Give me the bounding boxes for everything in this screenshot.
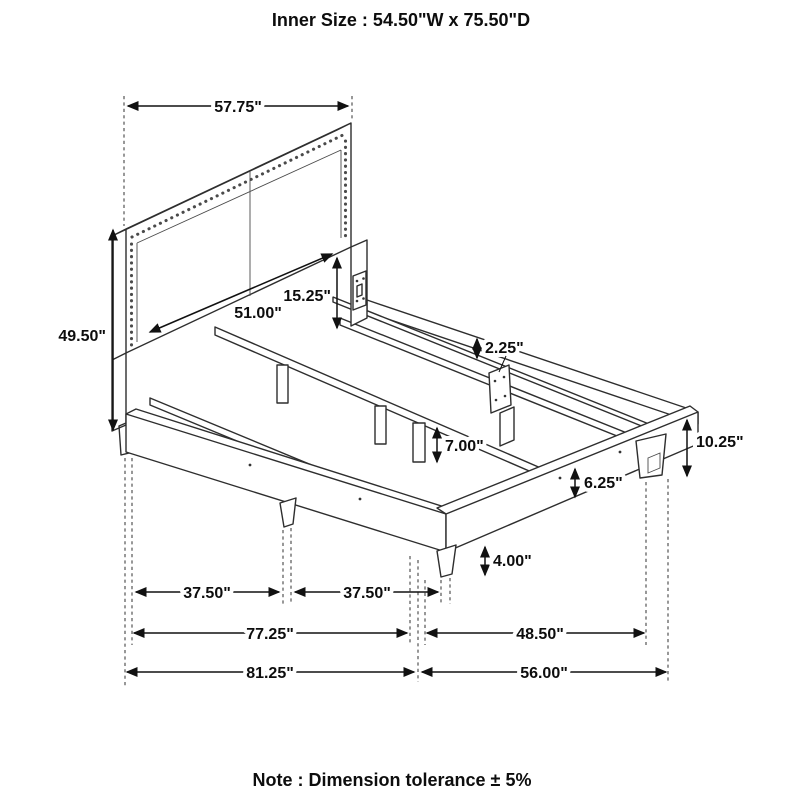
tolerance-note: Note : Dimension tolerance ± 5% <box>252 770 532 790</box>
front-corner-leg <box>437 545 456 577</box>
dim-overall-width: 56.00" <box>520 665 568 682</box>
screw-hole <box>359 498 362 501</box>
dim-headboard-height: 49.50" <box>58 328 106 345</box>
center-support-leg <box>413 423 425 462</box>
dim-foot-rail-height: 6.25" <box>584 475 623 492</box>
dim-support-rail-drop: 2.25" <box>485 340 524 357</box>
dim-center-leg-height: 7.00" <box>445 438 484 455</box>
headboard-bracket <box>353 271 366 310</box>
bed-drawing <box>112 123 698 577</box>
foot-rail <box>437 406 698 552</box>
side-rail <box>126 409 454 552</box>
dim-overall-depth: 81.25" <box>246 665 294 682</box>
dim-headboard-width: 57.75" <box>214 99 262 116</box>
center-support-leg <box>375 406 386 444</box>
rail-bracket <box>489 365 514 446</box>
bracket-rivet <box>356 300 359 303</box>
dim-head-to-corner-leg: 77.25" <box>246 626 294 643</box>
dim-panel-height: 15.25" <box>283 288 331 305</box>
screw-hole <box>249 464 252 467</box>
bracket-rivet <box>494 380 497 383</box>
bracket-rivet <box>362 297 365 300</box>
bracket-rivet <box>362 277 365 280</box>
page-title: Inner Size : 54.50"W x 75.50"D <box>271 10 531 30</box>
center-support-leg <box>277 365 288 403</box>
bracket-rivet <box>503 376 506 379</box>
bracket-rivet <box>356 280 359 283</box>
mid-side-leg <box>280 498 296 527</box>
dimension-annotations <box>58 99 743 682</box>
screw-hole <box>619 451 622 454</box>
dim-head-to-mid-leg: 37.50" <box>183 585 231 602</box>
dim-corner-leg-height: 4.00" <box>493 553 532 570</box>
dim-footboard-leg-span: 48.50" <box>516 626 564 643</box>
right-side-rail <box>367 300 698 424</box>
dim-footboard-corner-height: 10.25" <box>696 434 744 451</box>
dim-mid-to-corner-leg: 37.50" <box>343 585 391 602</box>
bracket-rivet <box>495 399 498 402</box>
dim-panel-width: 51.00" <box>234 305 282 322</box>
bracket-rivet <box>504 395 507 398</box>
screw-hole <box>559 477 562 480</box>
